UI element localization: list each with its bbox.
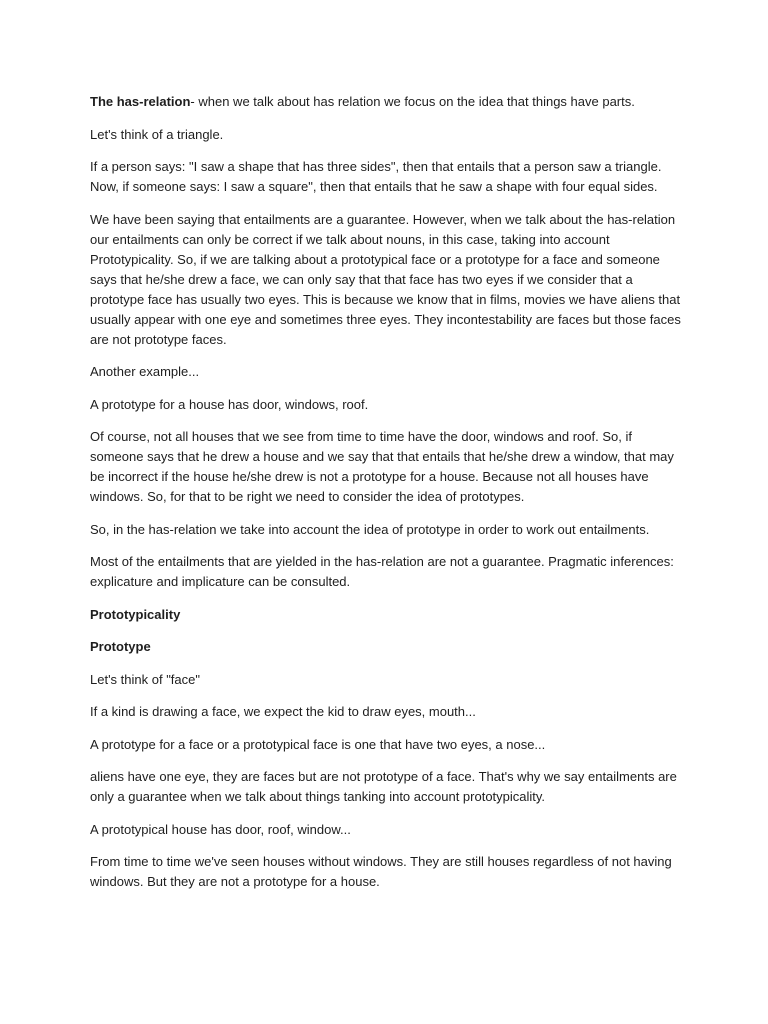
- paragraph-houses-windows: Of course, not all houses that we see from time to time have the door, windows and roof. So, if someone says that he drew a house and we say that that entails that he/she drew a window, that may be incorrect if the house he/she drew is not a prototype for a house. Because not all houses have windows. So, for that to be right we need to consider the idea of prototypes.: [90, 429, 674, 504]
- heading-prototypicality: Prototypicality: [90, 606, 181, 622]
- paragraph-face: Let's think of "face": [90, 671, 200, 687]
- has-relation-definition: - when we talk about has relation we focus on the idea that things have parts.: [190, 94, 635, 109]
- paragraph-kid-drawing: If a kind is drawing a face, we expect the kid to draw eyes, mouth...: [90, 704, 476, 719]
- heading-prototype: Prototype: [90, 639, 151, 654]
- paragraph-pragmatic-inferences: Most of the entailments that are yielded in the has-relation are not a guarantee. Pragmatic inferences: explicature and implicature can be consulted.: [90, 554, 674, 589]
- paragraph-houses-without-windows: From time to time we've seen houses without windows. They are still houses regardless of not having windows. But they are not a prototype for a house.: [90, 854, 672, 889]
- intro-paragraph: [90, 92, 682, 112]
- paragraph-aliens: aliens have one eye, they are faces but are not prototype of a face. That's why we say entailments are only a guarantee when we talk about things tanking into account prototypicality.: [90, 769, 677, 804]
- paragraph-prototypical-face: A prototype for a face or a prototypical face is one that have two eyes, a nose...: [90, 736, 546, 752]
- paragraph-entailments-guarantee: We have been saying that entailments are a guarantee. However, when we talk about the has-relation our entailments can only be correct if we talk about nouns, in this case, taking into account Prototypicality. So, if we are talking about a prototypical face or a prototype for a face and someone says that he/she drew a face, we can only say that that face has two eyes if we consider that a prototype face has usually two eyes. This is because we know that in films, movies we have aliens that usually appear with one eye and sometimes three eyes. They incontestability are faces but those faces are not prototype faces.: [90, 211, 681, 347]
- document-body: [90, 92, 682, 905]
- paragraph-house-prototype: A prototype for a house has door, windows, roof.: [90, 396, 369, 412]
- has-relation-term: The has-relation: [90, 94, 191, 109]
- paragraph-has-relation-summary: So, in the has-relation we take into account the idea of prototype in order to work out entailments.: [90, 521, 650, 537]
- paragraph-prototypical-house: A prototypical house has door, roof, window...: [90, 821, 351, 837]
- paragraph-shape-example: If a person says: "I saw a shape that has three sides", then that entails that a person saw a triangle. Now, if someone says: I saw a square", then that entails that he saw a shape with four equal sides.: [90, 159, 662, 194]
- paragraph-another-example: Another example...: [90, 364, 200, 379]
- paragraph-triangle: Let's think of a triangle.: [90, 126, 224, 142]
